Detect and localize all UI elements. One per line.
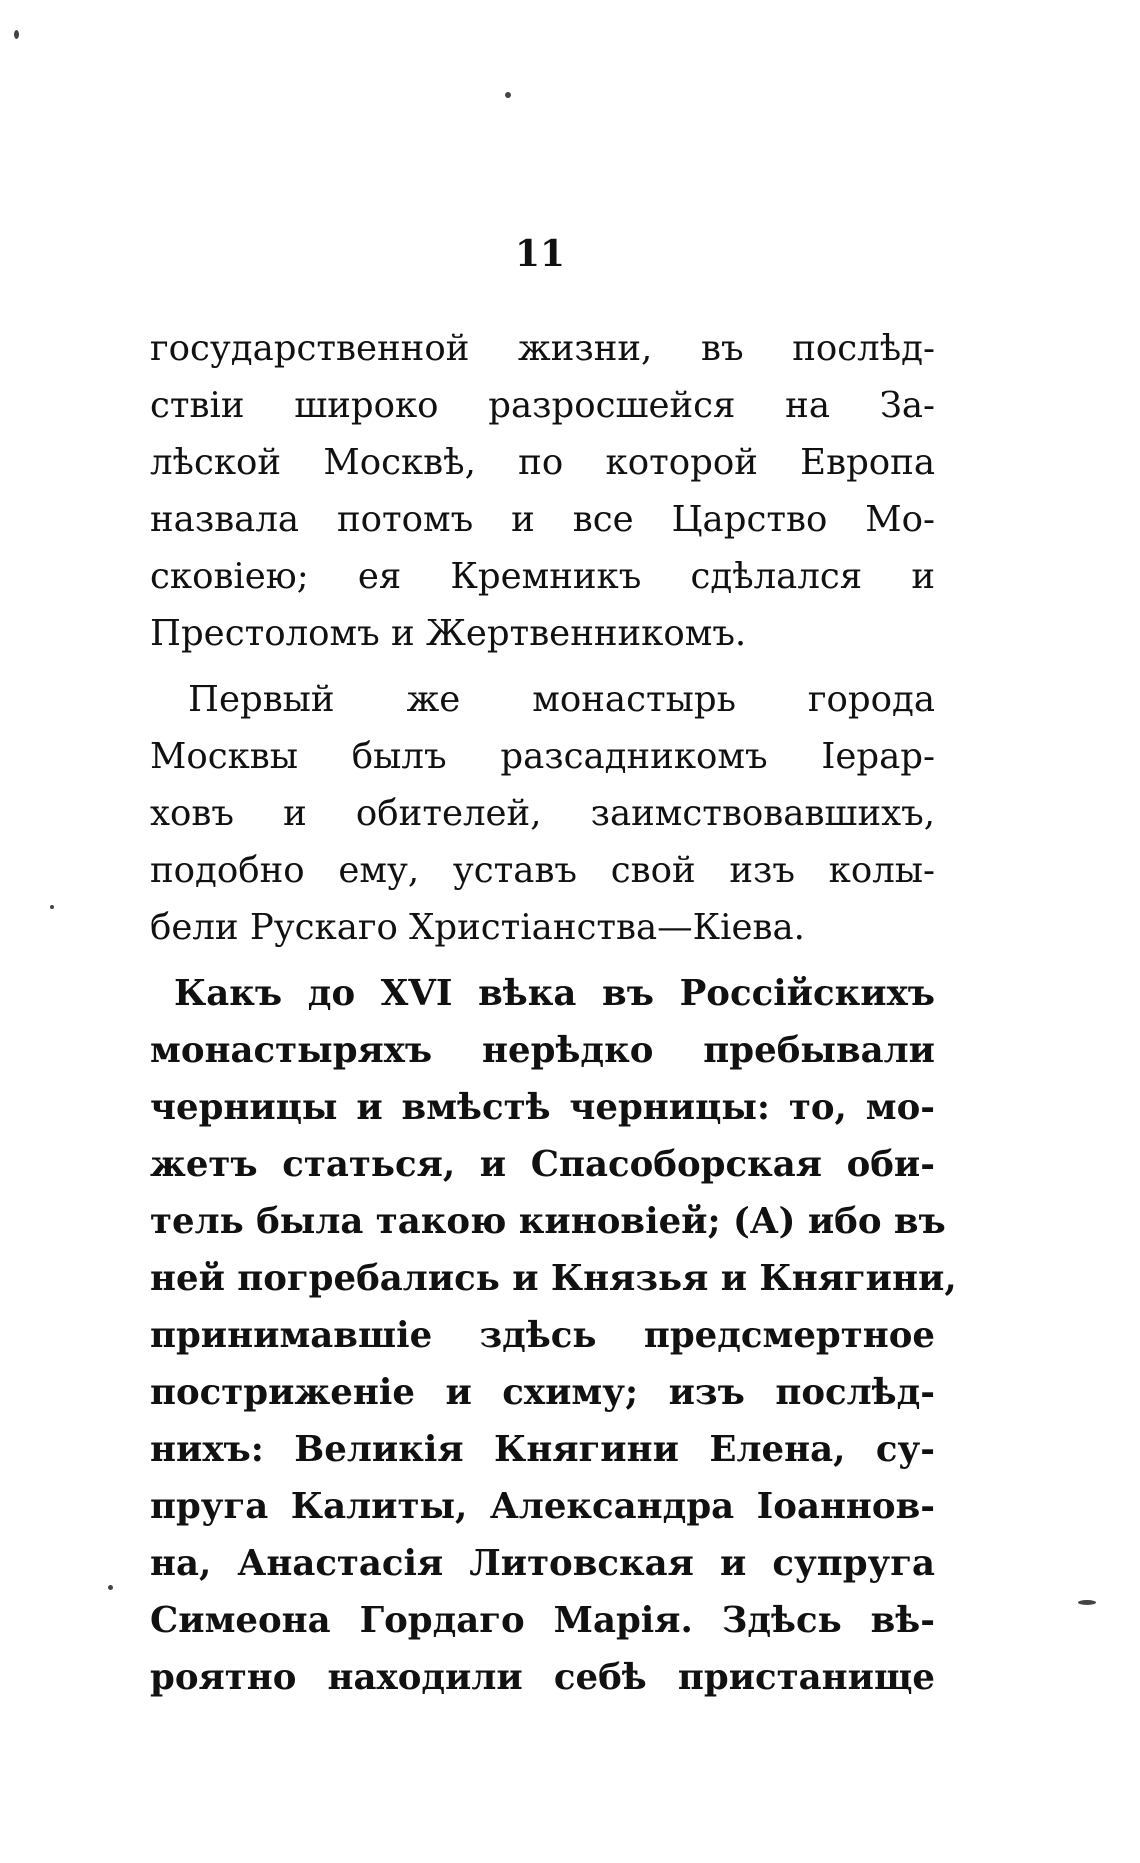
text-line: лѣской Москвѣ, по которой Европа — [150, 442, 935, 483]
text-line: ствіи широко разросшейся на За- — [150, 385, 935, 426]
text-line: Симеона Гордаго Марія. Здѣсь вѣ- — [150, 1600, 935, 1641]
text-line: черницы и вмѣстѣ черницы: то, мо- — [150, 1087, 935, 1128]
text-line: сковіею; ея Кремникъ сдѣлался и — [150, 556, 935, 597]
page-number: 11 — [514, 233, 566, 275]
text-line: тель была такою киновіей; (А) ибо въ — [150, 1201, 946, 1242]
paragraph-3 — [150, 965, 957, 1706]
text-line: Какъ до XVI вѣка въ Россійскихъ — [174, 973, 935, 1014]
scan-speck — [505, 92, 511, 98]
text-line: Первый же монастырь города — [188, 679, 935, 720]
text-line: подобно ему, уставъ свой изъ колы- — [150, 850, 935, 891]
paragraph-1 — [150, 320, 935, 662]
text-line: принимавшіе здѣсь предсмертное — [150, 1315, 935, 1356]
text-line: нихъ: Великія Княгини Елена, су- — [150, 1429, 935, 1470]
text-line: назвала потомъ и все Царство Мо- — [150, 499, 935, 540]
text-line: государственной жизни, въ послѣд- — [150, 328, 935, 369]
text-line: ховъ и обителей, заимствовавшихъ, — [150, 793, 935, 834]
text-line: Москвы былъ разсадникомъ Іерар- — [150, 736, 935, 777]
text-line: монастыряхъ нерѣдко пребывали — [150, 1030, 935, 1071]
text-line: бели Рускаго Христіанства—Кіева. — [150, 907, 805, 948]
text-line: пруга Калиты, Александра Іоаннов- — [150, 1486, 935, 1527]
text-line: на, Анастасія Литовская и супруга — [150, 1543, 935, 1584]
scan-speck — [14, 30, 19, 39]
text-line: роятно находили себѣ пристанище — [150, 1657, 935, 1698]
text-line: жетъ статься, и Спасоборская оби- — [150, 1144, 935, 1185]
text-line: Престоломъ и Жертвенникомъ. — [150, 613, 747, 654]
scan-speck — [108, 1585, 113, 1590]
paragraph-2 — [150, 671, 935, 956]
scan-speck — [50, 905, 54, 909]
text-line: постриженіе и схиму; изъ послѣд- — [150, 1372, 935, 1413]
scan-speck — [1078, 1600, 1096, 1605]
text-line: ней погребались и Князья и Княгини, — [150, 1258, 957, 1299]
